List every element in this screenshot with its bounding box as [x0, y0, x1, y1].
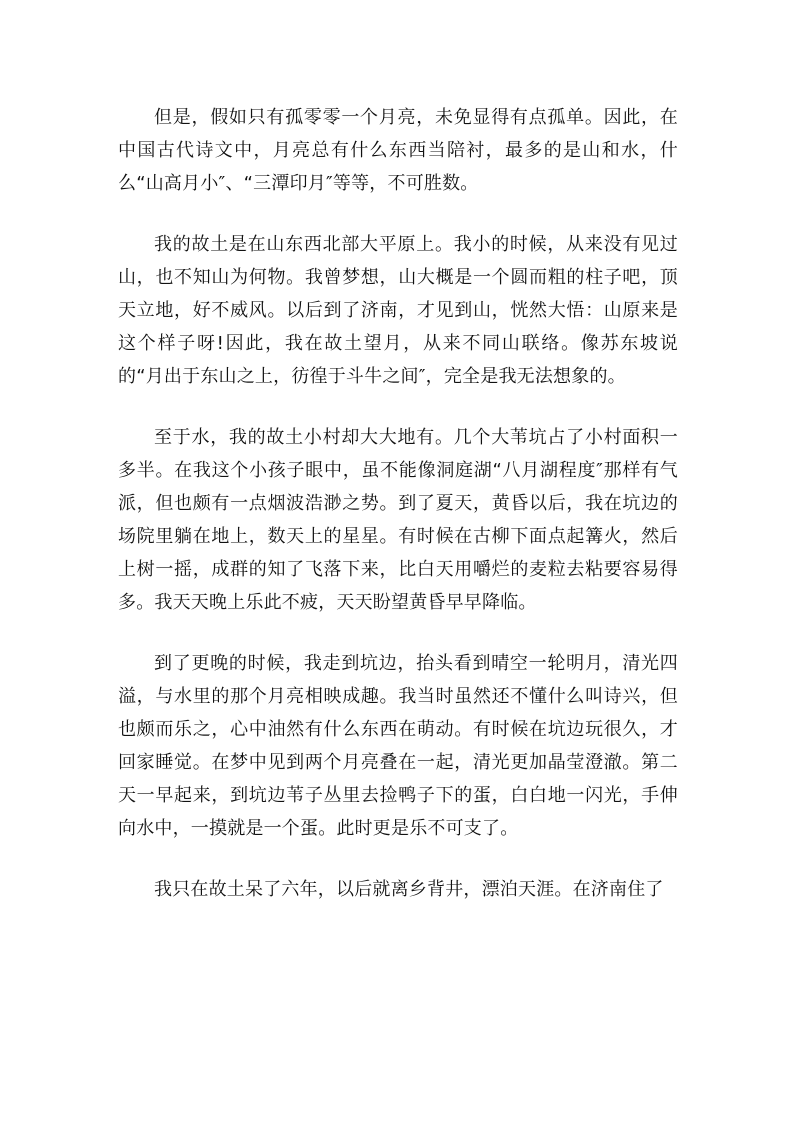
paragraph-2: 我的故土是在山东西北部大平原上。我小的时候，从来没有见过山，也不知山为何物。我曾梦想，山大概是一个圆而粗的柱子吧，顶天立地，好不威风。以后到了济南，才见到山，恍然大悟：山原来是这个样子呀!因此，我在故土望月，从来不同山联络。像苏东坡说的“月出于东山之上，彷徨于斗牛之间″，完全是我无法想象的。 [118, 234, 678, 387]
paragraph-3: 至于水，我的故土小村却大大地有。几个大苇坑占了小村面积一多半。在我这个小孩子眼中，虽不能像洞庭湖“八月湖程度″那样有气派，但也颇有一点烟波浩渺之势。到了夏天，黄昏以后，我在坑边的场院里躺在地上，数天上的星星。有时候在古柳下面点起篝火，然后上树一摇，成群的知了飞落下来，比白天用嚼烂的麦粒去粘要容易得多。我天天晚上乐此不疲，天天盼望黄昏早早降临。 [118, 427, 678, 613]
paragraph-4: 到了更晚的时候，我走到坑边，抬头看到晴空一轮明月，清光四溢，与水里的那个月亮相映成趣。我当时虽然还不懂什么叫诗兴，但也颇而乐之，心中油然有什么东西在萌动。有时候在坑边玩很久，才回家睡觉。在梦中见到两个月亮叠在一起，清光更加晶莹澄澈。第二天一早起来，到坑边苇子丛里去捡鸭子下的蛋，白白地一闪光，手伸向水中，一摸就是一个蛋。此时更是乐不可支了。 [118, 653, 678, 839]
document-body [118, 101, 678, 934]
paragraph-1: 但是，假如只有孤零零一个月亮，未免显得有点孤单。因此，在中国古代诗文中，月亮总有什么东西当陪衬，最多的是山和水，什么“山高月小″、“三潭印月″等等，不可胜数。 [118, 107, 678, 194]
paragraph-5: 我只在故土呆了六年，以后就离乡背井，漂泊天涯。在济南住了 [154, 879, 664, 900]
